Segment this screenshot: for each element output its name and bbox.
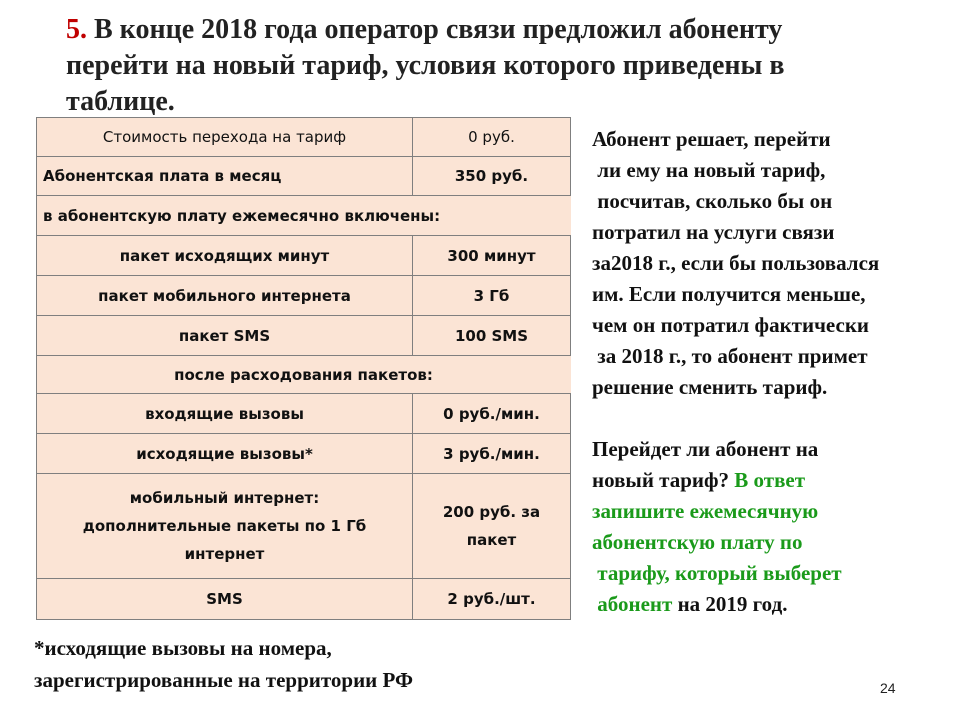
instruction-line: запишите ежемесячную: [592, 499, 819, 523]
row-label: Абонентская плата в месяц: [37, 157, 413, 196]
footnote: [34, 632, 574, 696]
desc-line: ли ему на новый тариф,: [592, 158, 826, 182]
table-row: [37, 196, 571, 236]
row-value: 350 руб.: [413, 157, 571, 196]
desc-line: посчитав, сколько бы он: [592, 189, 833, 213]
year-text: на 2019 год.: [672, 592, 788, 616]
value-line-2: пакет: [466, 531, 517, 549]
table-row: [37, 276, 571, 316]
instruction-line: тарифу, который выберет: [592, 561, 842, 585]
footnote-line-2: зарегистрированные на территории РФ: [34, 668, 414, 692]
instruction-line: абонентскую плату по: [592, 530, 803, 554]
desc-line: Абонент решает, перейти: [592, 127, 831, 151]
section-header: после расходования пакетов:: [37, 356, 571, 394]
instruction-text: абонент: [592, 592, 673, 616]
label-line-1: мобильный интернет:: [129, 489, 320, 507]
row-value: 100 SMS: [413, 316, 571, 356]
instruction-text: В ответ: [734, 468, 806, 492]
desc-line: за2018 г., если бы пользовался: [592, 251, 880, 275]
row-label: пакет исходящих минут: [37, 236, 413, 276]
table-row: [37, 356, 571, 394]
row-value: 300 минут: [413, 236, 571, 276]
row-label: пакет мобильного интернета: [37, 276, 413, 316]
row-label: SMS: [37, 579, 413, 620]
value-line-1: 200 руб. за: [442, 503, 541, 521]
title-line-1: В конце 2018 года оператор связи предложил абоненту: [94, 14, 783, 45]
desc-line: чем он потратил фактически: [592, 313, 870, 337]
slide-title: [66, 12, 926, 120]
footnote-line-1: *исходящие вызовы на номера,: [34, 636, 332, 660]
row-value: 3 Гб: [413, 276, 571, 316]
table-row: [37, 316, 571, 356]
title-line-2: перейти на новый тариф, условия которого приведены в: [66, 50, 785, 81]
row-value: 0 руб.: [413, 118, 571, 157]
desc-line: им. Если получится меньше,: [592, 282, 866, 306]
table-row: [37, 474, 571, 579]
row-label: пакет SMS: [37, 316, 413, 356]
section-header: в абонентскую плату ежемесячно включены:: [37, 196, 571, 236]
label-line-2: дополнительные пакеты по 1 Гб: [82, 517, 367, 535]
question-line: [592, 465, 952, 496]
desc-line: потратил на услуги связи: [592, 220, 835, 244]
task-description: [592, 124, 952, 620]
table-row: [37, 118, 571, 157]
row-label: Стоимость перехода на тариф: [37, 118, 413, 157]
table-row: [37, 579, 571, 620]
table-row: [37, 157, 571, 196]
title-line-3: таблице.: [66, 86, 175, 117]
row-label: [37, 474, 413, 579]
table-row: [37, 394, 571, 434]
question-line: Перейдет ли абонент на: [592, 437, 819, 461]
task-number: 5.: [66, 14, 87, 45]
row-value: [413, 474, 571, 579]
row-value: 3 руб./мин.: [413, 434, 571, 474]
row-value: 2 руб./шт.: [413, 579, 571, 620]
table-row: [37, 236, 571, 276]
spacer: [592, 403, 952, 434]
desc-line: решение сменить тариф.: [592, 375, 828, 399]
question-text: новый тариф?: [592, 468, 735, 492]
row-label: исходящие вызовы*: [37, 434, 413, 474]
row-label: входящие вызовы: [37, 394, 413, 434]
page-number: 24: [880, 680, 896, 696]
label-line-3: интернет: [184, 545, 265, 563]
desc-line: за 2018 г., то абонент примет: [592, 344, 868, 368]
row-value: 0 руб./мин.: [413, 394, 571, 434]
tariff-table: [36, 117, 571, 620]
instruction-line: [592, 589, 952, 620]
table-row: [37, 434, 571, 474]
